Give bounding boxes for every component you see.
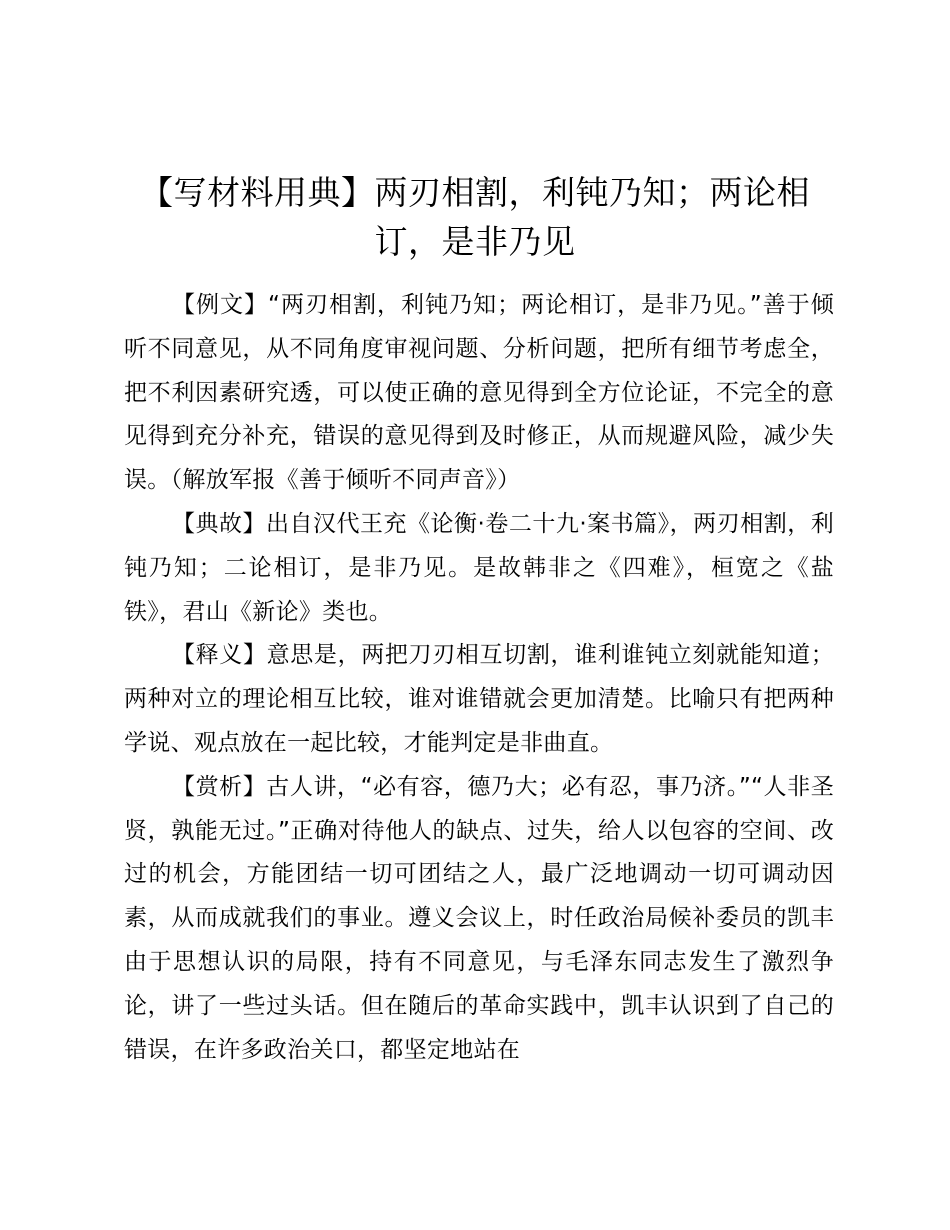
paragraph-meaning: 【释义】意思是，两把刀刃相互切割，谁利谁钝立刻就能知道；两种对立的理论相互比较，谁对谁错就会更加清楚。比喻只有把两种学说、观点放在一起比较，才能判定是非曲直。 — [124, 642, 834, 756]
paragraph-example: 【例文】“两刃相割，利钝乃知；两论相订，是非乃见。”善于倾听不同意见，从不同角度审视问题、分析问题，把所有细节考虑全，把不利因素研究透，可以使正确的意见得到全方位论证，不完全的意见得到充分补充，错误的意见得到及时修正，从而规避风险，减少失误。（解放军报《善于倾听不同声音》） — [124, 292, 834, 494]
paragraph-appreciation: 【赏析】古人讲，“必有容，德乃大；必有忍，事乃济。”“人非圣贤，孰能无过。”正确对待他人的缺点、过失，给人以包容的空间、改过的机会，方能团结一切可团结之人，最广泛地调动一切可调动因素，从而成就我们的事业。遵义会议上，时任政治局候补委员的凯丰由于思想认识的局限，持有不同意见，与毛泽东同志发生了激烈争论，讲了一些过头话。但在随后的革命实践中，凯丰认识到了自己的错误，在许多政治关口，都坚定地站在 — [124, 773, 834, 1063]
document-title: 【写材料用典】两刃相割，利钝乃知；两论相订，是非乃见 — [140, 173, 810, 261]
document-body — [124, 284, 834, 1072]
paragraph-allusion: 【典故】出自汉代王充《论衡·卷二十九·案书篇》，两刃相割，利钝乃知；二论相订，是非乃见。是故韩非之《四难》，桓宽之《盐铁》，君山《新论》类也。 — [124, 510, 834, 625]
